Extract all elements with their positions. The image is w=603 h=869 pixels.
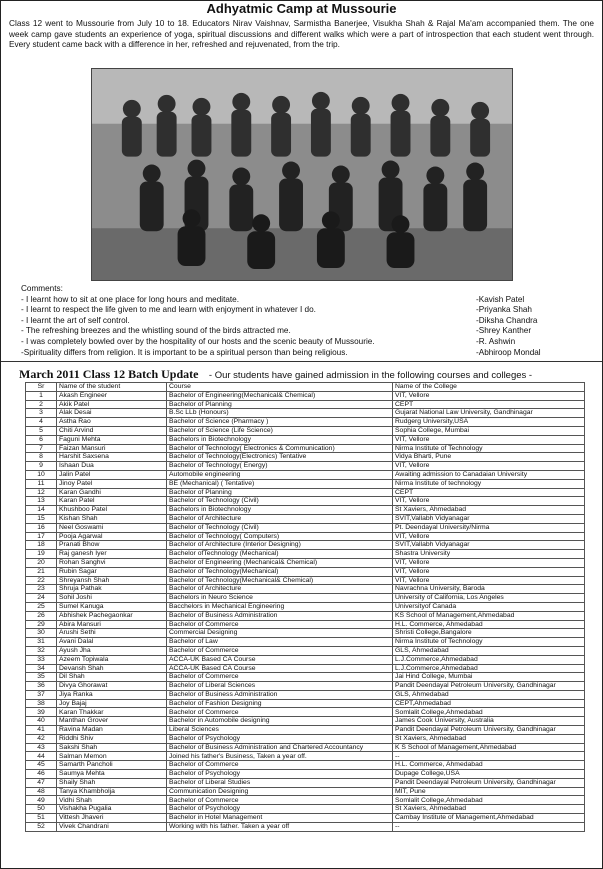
cell-sr: 23 <box>26 585 57 594</box>
cell-college: Cambay Institute of Management,Ahmedabad <box>393 814 585 823</box>
cell-student-name: Vittesh Jhaveri <box>57 814 167 823</box>
table-row <box>26 708 585 717</box>
cell-student-name: Astha Rao <box>57 418 167 427</box>
cell-student-name: Akik Patel <box>57 400 167 409</box>
table-row <box>26 805 585 814</box>
cell-student-name: Vidhi Shah <box>57 796 167 805</box>
cell-student-name: Jinoy Patel <box>57 479 167 488</box>
header-sr: Sr <box>26 383 57 392</box>
table-row <box>26 664 585 673</box>
cell-course: Bachelor of Fashion Designing <box>167 699 393 708</box>
cell-student-name: Saumya Mehta <box>57 770 167 779</box>
cell-college: Gujarat National Law University, Gandhinagar <box>393 409 585 418</box>
cell-sr: 9 <box>26 462 57 471</box>
comment-row <box>21 326 591 337</box>
cell-course: Bachelors in Biotechnology <box>167 435 393 444</box>
cell-sr: 2 <box>26 400 57 409</box>
cell-college: MIT, Pune <box>393 787 585 796</box>
table-row <box>26 497 585 506</box>
cell-college: St Xaviers, Ahmedabad <box>393 734 585 743</box>
table-row <box>26 550 585 559</box>
cell-college: Universityof Canada <box>393 602 585 611</box>
section-divider <box>1 361 602 362</box>
table-row <box>26 796 585 805</box>
cell-sr: 10 <box>26 470 57 479</box>
table-row <box>26 655 585 664</box>
cell-sr: 36 <box>26 682 57 691</box>
table-row <box>26 523 585 532</box>
cell-course: Bachelor of Technology(Mechanical) <box>167 567 393 576</box>
comment-row <box>21 295 591 306</box>
cell-course: Communication Designing <box>167 787 393 796</box>
cell-sr: 20 <box>26 558 57 567</box>
cell-sr: 47 <box>26 778 57 787</box>
cell-course: Bachelor of Technology( Electronics & Communication) <box>167 444 393 453</box>
comment-author: -Abhiroop Mondal <box>476 347 541 357</box>
cell-sr: 40 <box>26 717 57 726</box>
cell-sr: 32 <box>26 646 57 655</box>
cell-course: Bachelor of Technology( Computers) <box>167 532 393 541</box>
cell-student-name: Jiya Ranka <box>57 690 167 699</box>
comment-author: -Priyanka Shah <box>476 305 532 315</box>
comments-section <box>21 284 591 358</box>
cell-course: Joined his father's Business, Taken a year off. <box>167 752 393 761</box>
cell-college: VIT, Vellore <box>393 567 585 576</box>
cell-student-name: Ishaan Dua <box>57 462 167 471</box>
table-row <box>26 638 585 647</box>
cell-course: Bachelor of Law <box>167 638 393 647</box>
cell-course: ACCA-UK Based CA Course <box>167 655 393 664</box>
table-row <box>26 444 585 453</box>
table-row <box>26 734 585 743</box>
cell-course: Bachelor of Technology( Energy) <box>167 462 393 471</box>
cell-sr: 6 <box>26 435 57 444</box>
cell-sr: 3 <box>26 409 57 418</box>
table-row <box>26 761 585 770</box>
cell-sr: 19 <box>26 550 57 559</box>
table-row <box>26 453 585 462</box>
cell-sr: 7 <box>26 444 57 453</box>
cell-student-name: Akash Engineer <box>57 391 167 400</box>
cell-sr: 15 <box>26 514 57 523</box>
cell-student-name: Sohil Joshi <box>57 594 167 603</box>
cell-sr: 49 <box>26 796 57 805</box>
table-row <box>26 479 585 488</box>
table-row <box>26 752 585 761</box>
cell-sr: 43 <box>26 743 57 752</box>
cell-college: Navrachna University, Baroda <box>393 585 585 594</box>
cell-student-name: Harshit Saxsena <box>57 453 167 462</box>
cell-student-name: Devansh Shah <box>57 664 167 673</box>
article-title: Adhyatmic Camp at Mussourie <box>206 1 397 16</box>
table-row <box>26 514 585 523</box>
cell-college: VIT, Vellore <box>393 532 585 541</box>
cell-sr: 26 <box>26 611 57 620</box>
table-row <box>26 594 585 603</box>
cell-course: Bachelors in Biotechnology <box>167 506 393 515</box>
table-row <box>26 426 585 435</box>
article-intro: Class 12 went to Mussourie from July 10 to 18. Educators Nirav Vaishnav, Sarmistha Banerjee, Visukha Shah & Rajal Ma'am accompanied them. The one week camp gave students an experience of yoga, spiritual discussions and different walks which were a part of introspection that each student went through. Every student came back with a difference in her, refreshed and rejuvenated, from the trip. <box>9 18 594 50</box>
cell-student-name: Alak Desai <box>57 409 167 418</box>
cell-student-name: Azeem Topiwala <box>57 655 167 664</box>
batch-title: March 2011 Class 12 Batch Update <box>19 367 199 381</box>
cell-course: Bachelor of Business Administration <box>167 690 393 699</box>
cell-student-name: Divya Ghorawat <box>57 682 167 691</box>
cell-college: Awaiting admission to Canadaian University <box>393 470 585 479</box>
table-row <box>26 629 585 638</box>
table-row <box>26 611 585 620</box>
cell-course: Bachelor of Business Administration <box>167 611 393 620</box>
table-row <box>26 726 585 735</box>
cell-student-name: Neel Goswami <box>57 523 167 532</box>
cell-sr: 38 <box>26 699 57 708</box>
cell-college: Nirma Institute of Technology <box>393 444 585 453</box>
table-row <box>26 532 585 541</box>
cell-student-name: Pooja Agarwal <box>57 532 167 541</box>
cell-course: Bachelor in Hotel Management <box>167 814 393 823</box>
cell-sr: 25 <box>26 602 57 611</box>
cell-college: Nirma Institute of technology <box>393 479 585 488</box>
cell-student-name: Avani Dalal <box>57 638 167 647</box>
cell-sr: 8 <box>26 453 57 462</box>
cell-course: Liberal Sciences <box>167 726 393 735</box>
cell-college: James Cook University, Australia <box>393 717 585 726</box>
cell-course: Bachelor of Science (Pharmacy ) <box>167 418 393 427</box>
table-row <box>26 567 585 576</box>
cell-student-name: Arushi Sethi <box>57 629 167 638</box>
comment-text: - I learnt how to sit at one place for long hours and meditate. <box>21 294 240 304</box>
table-row <box>26 462 585 471</box>
cell-student-name: Karan Thakkar <box>57 708 167 717</box>
table-row <box>26 585 585 594</box>
cell-sr: 14 <box>26 506 57 515</box>
cell-college: CEPT <box>393 400 585 409</box>
cell-course: Bachelors in Neuro Science <box>167 594 393 603</box>
cell-student-name: Shruja Pathak <box>57 585 167 594</box>
cell-sr: 52 <box>26 822 57 831</box>
table-row <box>26 418 585 427</box>
table-row <box>26 558 585 567</box>
cell-college: VIT, Vellore <box>393 558 585 567</box>
cell-sr: 37 <box>26 690 57 699</box>
cell-course: Bachelor of Commerce <box>167 761 393 770</box>
cell-sr: 41 <box>26 726 57 735</box>
group-photo <box>91 68 513 281</box>
cell-college: H.L. Commerce, Ahmedabad <box>393 620 585 629</box>
cell-sr: 31 <box>26 638 57 647</box>
cell-sr: 1 <box>26 391 57 400</box>
batch-subtitle: - Our students have gained admission in the following courses and colleges - <box>208 370 533 381</box>
cell-sr: 46 <box>26 770 57 779</box>
table-body <box>26 391 585 831</box>
cell-course: Bachelor of Science (Life Science) <box>167 426 393 435</box>
table-row <box>26 541 585 550</box>
comment-text: - The refreshing breezes and the whistling sound of the birds attracted me. <box>21 326 291 336</box>
table-row <box>26 400 585 409</box>
header-course: Course <box>167 383 393 392</box>
comment-text: -Spirituality differs from religion. It is important to be a spiritual person than being religious. <box>21 347 348 357</box>
table-row <box>26 409 585 418</box>
cell-college: GLS, Ahmedabad <box>393 646 585 655</box>
cell-college: Somlalit College,Ahmedabad <box>393 708 585 717</box>
cell-student-name: Salman Memon <box>57 752 167 761</box>
cell-course: Bachelor of Planning <box>167 488 393 497</box>
table-row <box>26 620 585 629</box>
cell-college: St Xaviers, Ahmedabad <box>393 506 585 515</box>
cell-course: Bachelor of Liberal Sciences <box>167 682 393 691</box>
cell-student-name: Chiti Arvind <box>57 426 167 435</box>
cell-course: BE (Mechanical) ( Tentative) <box>167 479 393 488</box>
cell-college: VIT, Vellore <box>393 435 585 444</box>
table-row <box>26 814 585 823</box>
cell-college: VIT, Vellore <box>393 576 585 585</box>
cell-sr: 45 <box>26 761 57 770</box>
cell-college: K S School of Management,Ahmedabad <box>393 743 585 752</box>
cell-student-name: Vishakha Pugalia <box>57 805 167 814</box>
cell-student-name: Tanya Khambholja <box>57 787 167 796</box>
cell-student-name: Raj ganesh Iyer <box>57 550 167 559</box>
comment-author: -R. Ashwin <box>476 336 516 346</box>
comment-text: - I learnt the art of self control. <box>21 315 130 325</box>
cell-course: Bachelor of Psychology <box>167 734 393 743</box>
cell-student-name: Manthan Grover <box>57 717 167 726</box>
cell-student-name: Samarth Pancholi <box>57 761 167 770</box>
table-row <box>26 391 585 400</box>
cell-student-name: Pranati Bhow <box>57 541 167 550</box>
batch-header <box>19 365 594 381</box>
cell-college: -- <box>393 822 585 831</box>
cell-college: Shastra University <box>393 550 585 559</box>
comment-author: -Shrey Kanther <box>476 326 532 336</box>
cell-course: Commercial Designing <box>167 629 393 638</box>
cell-course: Bachelor of Liberal Studies <box>167 778 393 787</box>
cell-sr: 51 <box>26 814 57 823</box>
cell-student-name: Abhishek Pachegaonkar <box>57 611 167 620</box>
cell-student-name: Rubin Sagar <box>57 567 167 576</box>
cell-sr: 30 <box>26 629 57 638</box>
table-row <box>26 743 585 752</box>
cell-course: Bachelor of Commerce <box>167 796 393 805</box>
cell-sr: 12 <box>26 488 57 497</box>
cell-college: Pandit Deendayal Petroleum University, Gandhinagar <box>393 778 585 787</box>
cell-course: B.Sc LLb (Honours) <box>167 409 393 418</box>
cell-course: Bacchelors in Mechanical Engineering <box>167 602 393 611</box>
table-row <box>26 488 585 497</box>
cell-course: Bachelor ofTechnology (Mechanical) <box>167 550 393 559</box>
table-row <box>26 682 585 691</box>
cell-college: University of California, Los Angeles <box>393 594 585 603</box>
cell-student-name: Vivek Chandrani <box>57 822 167 831</box>
cell-college: L.J.Commerce,Ahmedabad <box>393 655 585 664</box>
cell-sr: 33 <box>26 655 57 664</box>
cell-sr: 35 <box>26 673 57 682</box>
cell-student-name: Shreyansh Shah <box>57 576 167 585</box>
cell-course: Bachelor in Automobile designing <box>167 717 393 726</box>
table-row <box>26 778 585 787</box>
cell-course: Bachelor of Business Administration and Chartered Accountancy <box>167 743 393 752</box>
cell-sr: 48 <box>26 787 57 796</box>
table-row <box>26 673 585 682</box>
cell-course: Bachelor of Commerce <box>167 646 393 655</box>
cell-course: Bachelor of Technology(Mechanical& Chemical) <box>167 576 393 585</box>
cell-student-name: Faizan Mansuri <box>57 444 167 453</box>
table-row <box>26 646 585 655</box>
cell-student-name: Joy Bajaj <box>57 699 167 708</box>
cell-course: ACCA-UK Based CA Course <box>167 664 393 673</box>
comment-text: - I was completely bowled over by the hospitality of our hosts and the scenic beauty of Mussourie. <box>21 336 375 346</box>
cell-sr: 39 <box>26 708 57 717</box>
cell-course: Bachelor of Architecture (Interior Designing) <box>167 541 393 550</box>
cell-college: Nirma Institute of Technology <box>393 638 585 647</box>
cell-course: Bachelor of Architecture <box>167 585 393 594</box>
comment-text: - I learnt to respect the life given to me and learn with enjoyment in whatever I do. <box>21 305 316 315</box>
cell-student-name: Jalin Patel <box>57 470 167 479</box>
cell-sr: 18 <box>26 541 57 550</box>
cell-sr: 24 <box>26 594 57 603</box>
cell-course: Bachelor of Commerce <box>167 673 393 682</box>
comment-author: -Kavish Patel <box>476 294 525 304</box>
cell-college: VIT, Vellore <box>393 391 585 400</box>
cell-sr: 5 <box>26 426 57 435</box>
cell-student-name: Sumel Kanuga <box>57 602 167 611</box>
cell-course: Bachelor of Commerce <box>167 620 393 629</box>
cell-sr: 50 <box>26 805 57 814</box>
table-row <box>26 690 585 699</box>
cell-student-name: Ayush Jha <box>57 646 167 655</box>
cell-college: Dupage College,USA <box>393 770 585 779</box>
header-student-name: Name of the student <box>57 383 167 392</box>
cell-course: Bachelor of Engineering(Mechanical& Chemical) <box>167 391 393 400</box>
comment-row <box>21 348 591 359</box>
cell-college: Pandit Deendayal Petroleum University, Gandhinagar <box>393 682 585 691</box>
table-row <box>26 699 585 708</box>
cell-college: VIT, Vellore <box>393 462 585 471</box>
cell-course: Bachelor of Architecture <box>167 514 393 523</box>
cell-course: Bachelor of Planning <box>167 400 393 409</box>
cell-student-name: Rohan Sanghvi <box>57 558 167 567</box>
cell-student-name: Kishan Shah <box>57 514 167 523</box>
comments-label: Comments: <box>21 284 63 293</box>
cell-sr: 11 <box>26 479 57 488</box>
cell-college: Jai Hind College, Mumbai <box>393 673 585 682</box>
cell-student-name: Dil Shah <box>57 673 167 682</box>
cell-sr: 4 <box>26 418 57 427</box>
cell-student-name: Riddhi Shiv <box>57 734 167 743</box>
cell-college: CEPT,Ahmedabad <box>393 699 585 708</box>
cell-college: Sophia College, Mumbai <box>393 426 585 435</box>
cell-course: Automobile engineering <box>167 470 393 479</box>
table-row <box>26 822 585 831</box>
cell-course: Bachelor of Psychology <box>167 770 393 779</box>
cell-college: GLS, Ahmedabad <box>393 690 585 699</box>
cell-sr: 21 <box>26 567 57 576</box>
cell-sr: 17 <box>26 532 57 541</box>
cell-college: SVIT,Vallabh Vidyanagar <box>393 514 585 523</box>
cell-college: St Xaviers, Ahmedabad <box>393 805 585 814</box>
group-photo-image <box>92 69 512 281</box>
table-row <box>26 506 585 515</box>
cell-sr: 34 <box>26 664 57 673</box>
cell-student-name: Karan Gandhi <box>57 488 167 497</box>
cell-college: CEPT <box>393 488 585 497</box>
table-row <box>26 470 585 479</box>
admissions-table <box>25 382 585 832</box>
table-row <box>26 717 585 726</box>
cell-college: Somlalit College,Ahmedabad <box>393 796 585 805</box>
comment-row <box>21 316 591 327</box>
comment-author: -Diksha Chandra <box>476 315 538 325</box>
cell-course: Bachelor of Commerce <box>167 708 393 717</box>
cell-student-name: Sakshi Shah <box>57 743 167 752</box>
cell-course: Bachelor of Technology (Civil) <box>167 497 393 506</box>
table-row <box>26 787 585 796</box>
cell-student-name: Faguni Mehta <box>57 435 167 444</box>
cell-college: Pandit Deendayal Petroleum University, Gandhinagar <box>393 726 585 735</box>
table-row <box>26 770 585 779</box>
cell-course: Working with his father. Taken a year off <box>167 822 393 831</box>
table-header-row <box>26 383 585 392</box>
cell-college: -- <box>393 752 585 761</box>
cell-student-name: Khushboo Patel <box>57 506 167 515</box>
cell-student-name: Karan Patel <box>57 497 167 506</box>
comment-row <box>21 337 591 348</box>
cell-college: VIT, Vellore <box>393 497 585 506</box>
cell-college: H.L. Commerce, Ahmedabad <box>393 761 585 770</box>
cell-sr: 29 <box>26 620 57 629</box>
cell-sr: 42 <box>26 734 57 743</box>
cell-college: SVIT,Vallabh Vidyanagar <box>393 541 585 550</box>
cell-sr: 13 <box>26 497 57 506</box>
cell-sr: 22 <box>26 576 57 585</box>
cell-sr: 16 <box>26 523 57 532</box>
header-college: Name of the College <box>393 383 585 392</box>
cell-college: Rudgerg University,USA <box>393 418 585 427</box>
table-row <box>26 602 585 611</box>
cell-college: Vidya Bharti, Pune <box>393 453 585 462</box>
cell-course: Bachelor of Technology (Civil) <box>167 523 393 532</box>
table-row <box>26 435 585 444</box>
cell-course: Bachelor of Psychology <box>167 805 393 814</box>
cell-course: Bachelor of Engineering (Mechanical& Chemical) <box>167 558 393 567</box>
cell-college: Pt. Deendayal University/Nirma <box>393 523 585 532</box>
cell-student-name: Ravina Madan <box>57 726 167 735</box>
cell-college: KS School of Management,Ahmedabad <box>393 611 585 620</box>
cell-sr: 44 <box>26 752 57 761</box>
cell-college: Shristi College,Bangalore <box>393 629 585 638</box>
comment-row <box>21 305 591 316</box>
cell-course: Bachelor of Technology(Electronics) Tentative <box>167 453 393 462</box>
table-row <box>26 576 585 585</box>
cell-college: L.J.Commerce,Ahmedabad <box>393 664 585 673</box>
cell-student-name: Abira Mansuri <box>57 620 167 629</box>
cell-student-name: Shaily Shah <box>57 778 167 787</box>
